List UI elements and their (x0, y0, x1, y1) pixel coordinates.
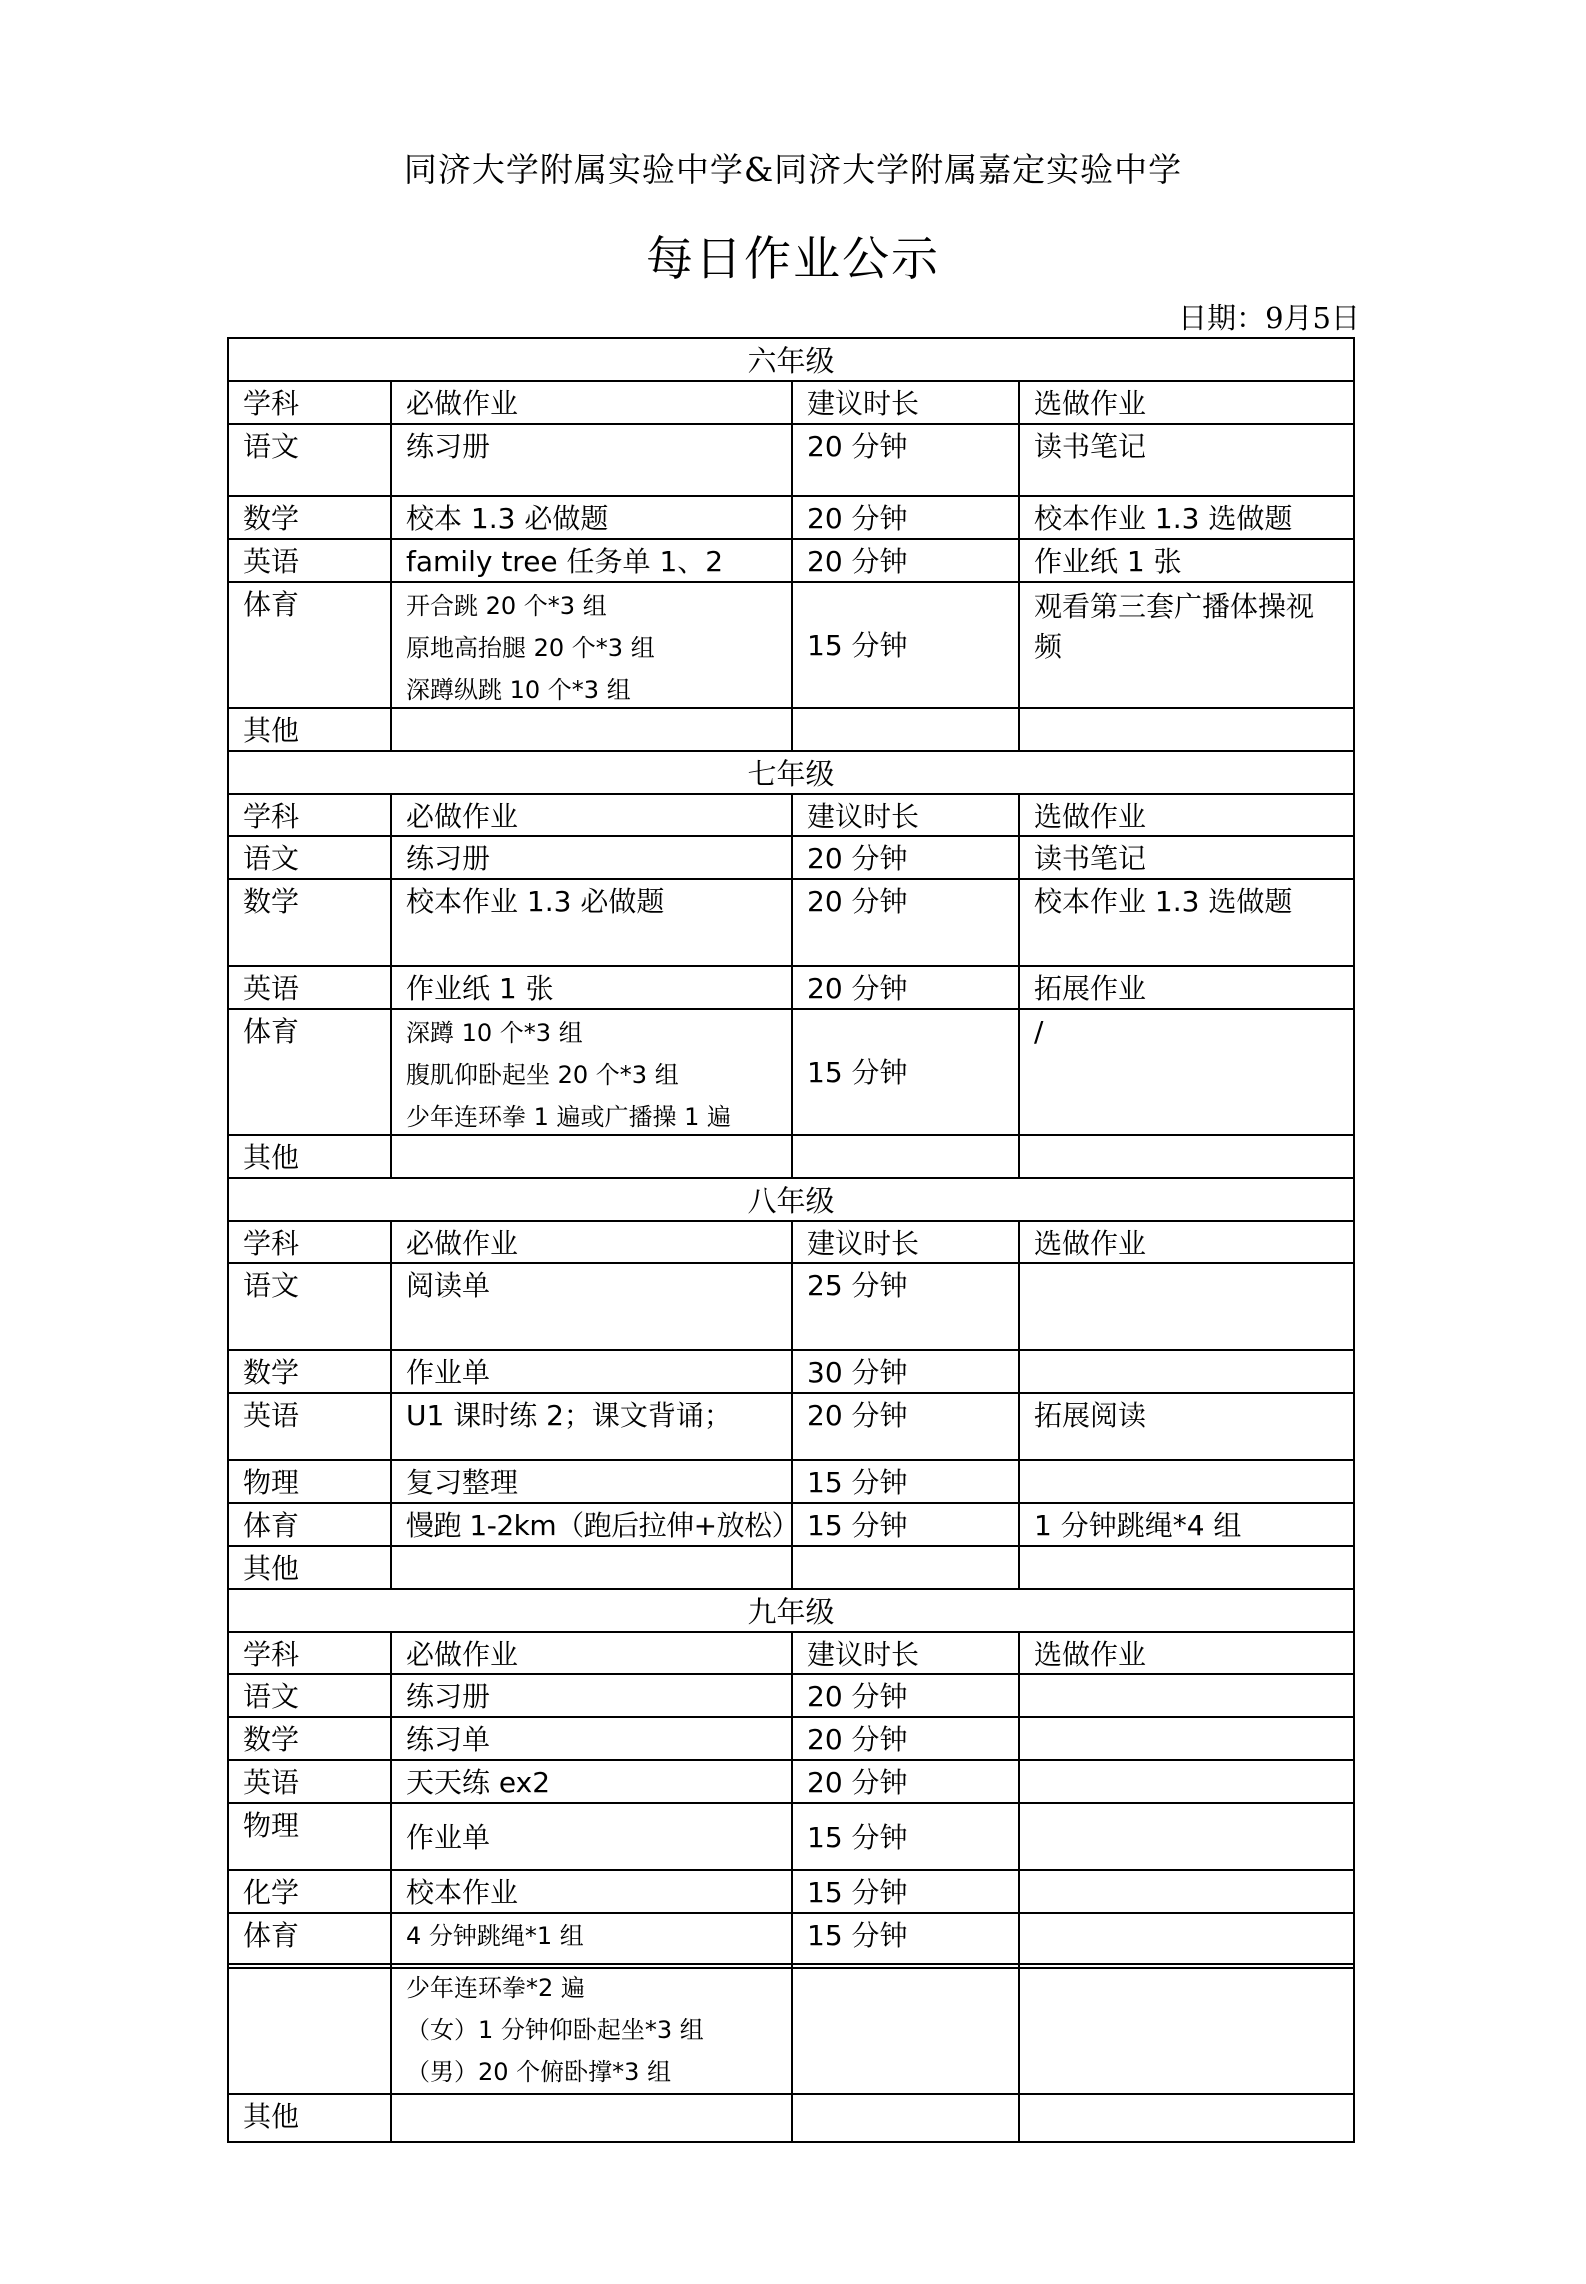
optional-cell (1018, 1804, 1353, 1871)
col-subject: 学科 (243, 800, 300, 833)
required-cell: 练习册 (390, 1675, 791, 1718)
duration-cell: 15 分钟 (791, 1914, 1018, 1967)
subject-cell: 语文 (243, 842, 300, 875)
table-row (229, 707, 1353, 752)
required-cell: 校本 1.3 必做题 (390, 497, 791, 540)
grade-header-row (229, 1588, 1353, 1633)
table-row (229, 1502, 1353, 1547)
optional-cell (1018, 1136, 1353, 1179)
column-header-row (229, 1220, 1353, 1264)
grade-title: 九年级 (747, 1595, 835, 1629)
subject-cell: 其他 (243, 2100, 300, 2133)
required-cell (390, 1804, 791, 1871)
optional-cell (1018, 1264, 1353, 1351)
duration-cell (791, 2095, 1018, 2141)
required-text: 作业单 (406, 1820, 491, 1854)
col-subject: 学科 (243, 387, 300, 420)
duration-cell: 20 分钟 (791, 1761, 1018, 1804)
duration-cell: 15 分钟 (791, 1871, 1018, 1914)
duration-cell (791, 709, 1018, 752)
duration-text: 15 分钟 (807, 1056, 908, 1089)
duration-cell: 20 分钟 (791, 425, 1018, 497)
optional-cell: 观看第三套广播体操视频 (1018, 583, 1353, 709)
required-cell: 练习册 (390, 425, 791, 497)
col-required: 必做作业 (390, 382, 791, 425)
optional-cell (1018, 1461, 1353, 1504)
duration-cell: 15 分钟 (791, 1504, 1018, 1547)
required-cell: 天天练 ex2 (390, 1761, 791, 1804)
subject-cell: 物理 (243, 1809, 300, 1842)
table-row (229, 1459, 1353, 1504)
optional-cell: / (1018, 1010, 1353, 1136)
col-duration: 建议时长 (791, 1222, 1018, 1264)
table-row (229, 1392, 1353, 1461)
date-label: 日期：9月5日 (1178, 301, 1360, 335)
duration-cell: 15 分钟 (791, 1461, 1018, 1504)
optional-cell (1018, 1965, 1353, 2095)
subject-cell: 语文 (243, 1680, 300, 1713)
table-row (229, 1262, 1353, 1351)
homework-table-continuation (227, 1963, 1355, 2143)
optional-cell (1018, 1718, 1353, 1761)
homework-table (227, 337, 1355, 1969)
table-row (229, 1134, 1353, 1179)
duration-cell (791, 1804, 1018, 1871)
subject-cell: 物理 (243, 1466, 300, 1499)
column-header-row (229, 1631, 1353, 1675)
table-row (229, 835, 1353, 880)
col-subject: 学科 (243, 1227, 300, 1260)
table-row (229, 1545, 1353, 1590)
subject-cell: 英语 (243, 1399, 300, 1432)
duration-cell: 25 分钟 (791, 1264, 1018, 1351)
grade-title: 八年级 (747, 1184, 835, 1218)
duration-cell (791, 1547, 1018, 1590)
duration-cell: 30 分钟 (791, 1351, 1018, 1394)
required-cell: 练习单 (390, 1718, 791, 1761)
table-row (229, 965, 1353, 1010)
required-cell: 复习整理 (390, 1461, 791, 1504)
col-duration: 建议时长 (791, 382, 1018, 425)
required-cell: 作业单 (390, 1351, 791, 1394)
grade-title: 六年级 (747, 344, 835, 378)
col-optional: 选做作业 (1018, 1633, 1353, 1675)
col-required: 必做作业 (390, 795, 791, 837)
duration-text: 15 分钟 (807, 1820, 908, 1854)
subject-cell: 语文 (243, 1269, 300, 1302)
required-cell (390, 1136, 791, 1179)
col-duration: 建议时长 (791, 1633, 1018, 1675)
table-row (229, 1759, 1353, 1804)
optional-cell (1018, 1914, 1353, 1967)
grade-header-row (229, 750, 1353, 795)
table-row (229, 1349, 1353, 1394)
optional-cell (1018, 709, 1353, 752)
subject-cell: 语文 (243, 430, 300, 463)
duration-cell: 20 分钟 (791, 540, 1018, 583)
subject-cell: 数学 (243, 502, 300, 535)
duration-cell (791, 1010, 1018, 1136)
grade-title: 七年级 (747, 757, 835, 791)
required-line: 深蹲 10 个*3 组 (406, 1019, 583, 1047)
col-optional: 选做作业 (1018, 795, 1353, 837)
subject-cell: 数学 (243, 885, 300, 918)
col-required: 必做作业 (390, 1222, 791, 1264)
grade-header-row (229, 339, 1353, 382)
required-cell (390, 1547, 791, 1590)
required-line: 少年连环拳*2 遍 (406, 1974, 585, 2002)
table-row (229, 495, 1353, 540)
table-row (229, 581, 1353, 709)
subject-cell: 体育 (243, 588, 300, 621)
required-line: 腹肌仰卧起坐 20 个*3 组 (406, 1061, 679, 1089)
duration-cell: 20 分钟 (791, 837, 1018, 880)
required-cell: family tree 任务单 1、2 (390, 540, 791, 583)
required-cell: 阅读单 (390, 1264, 791, 1351)
required-line: 原地高抬腿 20 个*3 组 (406, 634, 655, 662)
required-cell (390, 1010, 791, 1136)
subject-cell: 其他 (243, 1552, 300, 1585)
required-cell: 校本作业 1.3 必做题 (390, 880, 791, 967)
column-header-row (229, 380, 1353, 425)
table-row (229, 1965, 1353, 2095)
optional-cell: 读书笔记 (1018, 837, 1353, 880)
duration-cell: 20 分钟 (791, 1718, 1018, 1761)
table-row (229, 1673, 1353, 1718)
optional-cell: 校本作业 1.3 选做题 (1018, 497, 1353, 540)
optional-cell: 作业纸 1 张 (1018, 540, 1353, 583)
required-cell (390, 583, 791, 709)
required-line: （女）1 分钟仰卧起坐*3 组 (406, 2016, 704, 2044)
grade-header-row (229, 1177, 1353, 1222)
column-header-row (229, 793, 1353, 837)
table-row (229, 423, 1353, 497)
school-name: 同济大学附属实验中学&同济大学附属嘉定实验中学 (403, 150, 1183, 189)
optional-cell (1018, 2095, 1353, 2141)
required-line: 少年连环拳 1 遍或广播操 1 遍 (406, 1103, 732, 1131)
required-cell: 慢跑 1-2km（跑后拉伸+放松） (390, 1504, 791, 1547)
optional-cell (1018, 1675, 1353, 1718)
optional-cell: 拓展阅读 (1018, 1394, 1353, 1461)
optional-cell: 拓展作业 (1018, 967, 1353, 1010)
required-line: 开合跳 20 个*3 组 (406, 592, 607, 620)
subject-cell: 英语 (243, 545, 300, 578)
table-row (229, 1008, 1353, 1136)
duration-cell (791, 583, 1018, 709)
table-row (229, 1869, 1353, 1914)
optional-cell (1018, 1761, 1353, 1804)
subject-cell: 其他 (243, 1141, 300, 1174)
required-cell: 作业纸 1 张 (390, 967, 791, 1010)
duration-cell: 20 分钟 (791, 1675, 1018, 1718)
table-row (229, 1716, 1353, 1761)
col-optional: 选做作业 (1018, 382, 1353, 425)
required-cell (390, 709, 791, 752)
table-row (229, 1802, 1353, 1871)
duration-cell: 20 分钟 (791, 1394, 1018, 1461)
page-title: 每日作业公示 (646, 232, 940, 287)
subject-cell: 数学 (243, 1723, 300, 1756)
col-optional: 选做作业 (1018, 1222, 1353, 1264)
subject-cell: 体育 (243, 1015, 300, 1048)
duration-cell (791, 1136, 1018, 1179)
subject-cell: 其他 (243, 714, 300, 747)
duration-cell: 20 分钟 (791, 880, 1018, 967)
col-required: 必做作业 (390, 1633, 791, 1675)
optional-cell (1018, 1871, 1353, 1914)
optional-cell (1018, 1351, 1353, 1394)
required-cell: 4 分钟跳绳*1 组 (390, 1914, 791, 1967)
required-cell (390, 2095, 791, 2141)
table-row (229, 878, 1353, 967)
optional-cell: 校本作业 1.3 选做题 (1018, 880, 1353, 967)
required-cell: U1 课时练 2；课文背诵； (390, 1394, 791, 1461)
duration-cell (791, 1965, 1018, 2095)
subject-cell: 化学 (243, 1876, 300, 1909)
duration-cell: 20 分钟 (791, 967, 1018, 1010)
subject-cell: 体育 (243, 1509, 300, 1542)
optional-cell: 1 分钟跳绳*4 组 (1018, 1504, 1353, 1547)
optional-cell (1018, 1547, 1353, 1590)
col-subject: 学科 (243, 1638, 300, 1671)
duration-text: 15 分钟 (807, 629, 908, 662)
optional-cell: 读书笔记 (1018, 425, 1353, 497)
subject-cell: 体育 (243, 1919, 300, 1952)
col-duration: 建议时长 (791, 795, 1018, 837)
duration-cell: 20 分钟 (791, 497, 1018, 540)
required-cell: 练习册 (390, 837, 791, 880)
table-row (229, 538, 1353, 583)
required-line: 深蹲纵跳 10 个*3 组 (406, 676, 631, 704)
table-row (229, 1912, 1353, 1967)
subject-cell: 英语 (243, 1766, 300, 1799)
subject-cell (229, 1965, 390, 2095)
required-line: （男）20 个俯卧撑*3 组 (406, 2058, 672, 2086)
required-cell (390, 1965, 791, 2095)
required-cell: 校本作业 (390, 1871, 791, 1914)
subject-cell: 数学 (243, 1356, 300, 1389)
subject-cell: 英语 (243, 972, 300, 1005)
table-row (229, 2093, 1353, 2141)
